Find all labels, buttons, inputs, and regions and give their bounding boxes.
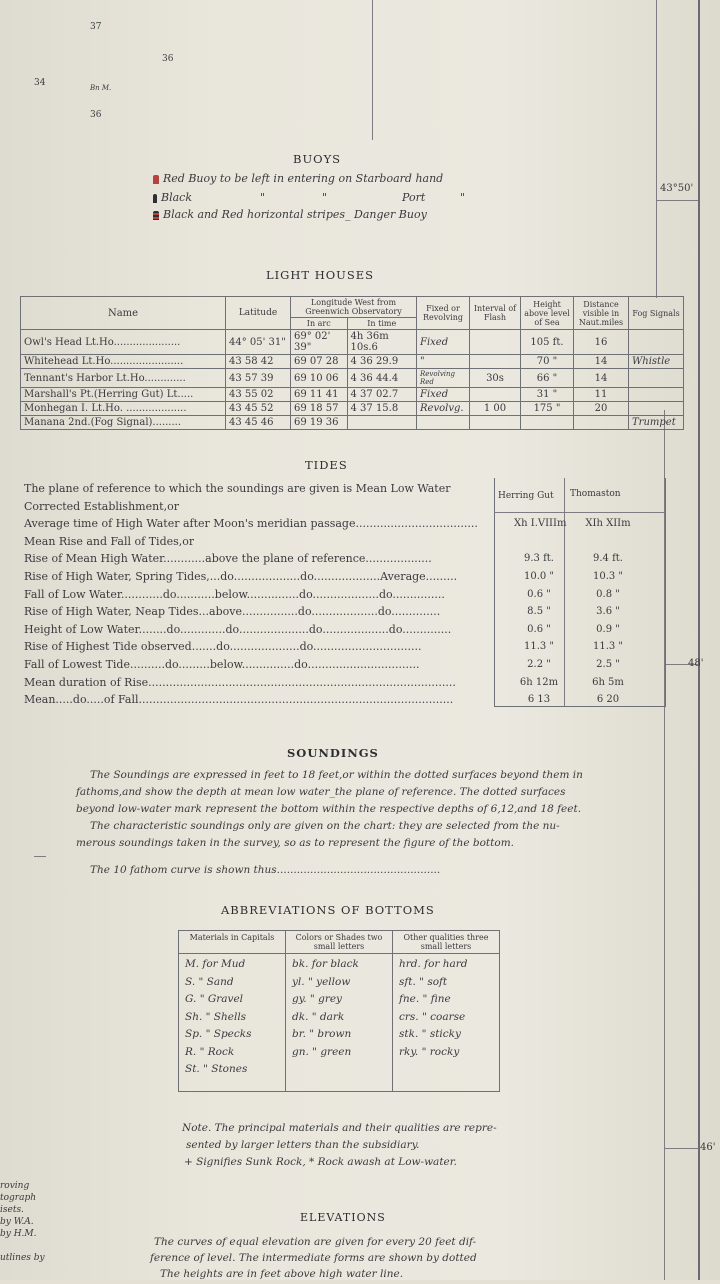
lighthouse-row bbox=[21, 388, 684, 402]
tides-value-thomaston: XIh XIIm bbox=[585, 518, 631, 530]
tides-label: Rise of High Water, Neap Tides...above................do...................do.............. bbox=[24, 605, 441, 619]
lighthouse-arc: 69 11 41 bbox=[291, 388, 348, 402]
margin-credit-line: by W.A. bbox=[0, 1217, 34, 1227]
tides-row bbox=[24, 533, 664, 551]
buoy-line: Red Buoy to be left in entering on Starboard hand bbox=[163, 172, 444, 185]
tides-label: Corrected Establishment,or bbox=[24, 499, 179, 513]
col-distance: Distance visible in Naut.miles bbox=[574, 297, 629, 330]
lighthouse-lat: 43 55 02 bbox=[226, 388, 291, 402]
lighthouse-time: 4 36 29.9 bbox=[347, 355, 417, 369]
margin-credit-line: utlines by bbox=[0, 1253, 45, 1263]
lighthouse-fixed: Fixed bbox=[417, 330, 470, 355]
col-interval: Interval of Flash bbox=[470, 297, 521, 330]
chart-boundary-line bbox=[372, 0, 373, 140]
latitude-label: 43°50' bbox=[660, 183, 694, 194]
margin-credit-line: roving bbox=[0, 1181, 30, 1191]
abbreviations-title: ABBREVIATIONS OF BOTTOMS bbox=[221, 903, 435, 917]
lighthouse-time: 4h 36m 10s.6 bbox=[347, 330, 417, 355]
ditto-mark: " bbox=[460, 191, 466, 204]
margin-credit-line bbox=[0, 1240, 45, 1252]
soundings-line: fathoms,and show the depth at mean low water_the plane of reference. The dotted surfaces bbox=[76, 786, 566, 798]
lighthouse-arc: 69 07 28 bbox=[291, 355, 348, 369]
tides-value-thomaston: 2.5 " bbox=[596, 658, 620, 670]
col-longitude: Longitude West from Greenwich Observatory bbox=[291, 297, 417, 318]
lighthouse-fixed: Revolving Red bbox=[417, 369, 470, 388]
tides-row bbox=[24, 498, 664, 516]
outer-border bbox=[698, 0, 700, 1280]
abbr-col-colors: Colors or Shades two small letters bbox=[286, 931, 393, 954]
tides-value-herring-gut: 0.6 " bbox=[527, 623, 551, 635]
tides-row bbox=[24, 638, 664, 656]
lighthouse-dist: 11 bbox=[574, 388, 629, 402]
soundings-title: SOUNDINGS bbox=[287, 746, 379, 760]
abbreviation-entry: G. " Gravel bbox=[185, 993, 244, 1005]
tides-value-thomaston: 3.6 " bbox=[596, 606, 620, 618]
abbreviation-entry: gn. " green bbox=[292, 1045, 352, 1058]
elevations-line: The curves of equal elevation are given for every 20 feet dif- bbox=[154, 1236, 477, 1248]
col-in-time: In time bbox=[347, 318, 417, 330]
lighthouse-dist bbox=[574, 416, 629, 430]
left-margin-credits bbox=[0, 1180, 45, 1264]
ditto-mark: " bbox=[322, 191, 328, 204]
lighthouse-row bbox=[21, 402, 684, 416]
abbreviations-table bbox=[178, 930, 500, 1092]
col-fog: Fog Signals bbox=[629, 297, 684, 330]
note-line: sented by larger letters than the subsidiary. bbox=[186, 1139, 420, 1151]
lighthouse-row bbox=[21, 369, 684, 388]
lighthouse-lat: 43 45 52 bbox=[226, 402, 291, 416]
tides-label: Mean Rise and Fall of Tides,or bbox=[24, 534, 195, 548]
lighthouse-arc: 69° 02' 39" bbox=[291, 330, 348, 355]
tides-row bbox=[24, 691, 664, 709]
abbr-qualities-cell bbox=[393, 954, 500, 1092]
lighthouse-interval bbox=[470, 355, 521, 369]
margin-credit-line: isets. bbox=[0, 1205, 24, 1215]
tides-value-herring-gut: 2.2 " bbox=[527, 658, 551, 670]
lighthouse-dist: 20 bbox=[574, 402, 629, 416]
col-latitude: Latitude bbox=[226, 297, 291, 330]
tides-label: The plane of reference to which the soundings are given is Mean Low Water bbox=[24, 482, 451, 495]
tides-value-herring-gut: 10.0 " bbox=[523, 570, 555, 582]
tides-value-thomaston: 0.8 " bbox=[596, 588, 620, 600]
tides-value-herring-gut: Xh I.VIIIm bbox=[514, 518, 567, 530]
latitude-tick bbox=[664, 1148, 698, 1149]
tides-row bbox=[24, 568, 664, 586]
lighthouse-lat: 44° 05' 31" bbox=[226, 330, 291, 355]
soundings-line: The 10 fathom curve is shown thus................................................. bbox=[90, 864, 441, 876]
buoy-port-label: Port bbox=[402, 191, 426, 204]
lighthouse-fog bbox=[629, 402, 684, 416]
lighthouse-fog: Whistle bbox=[629, 355, 684, 369]
lighthouse-height: 31 " bbox=[521, 388, 574, 402]
abbr-col-materials: Materials in Capitals bbox=[179, 931, 286, 954]
abbreviation-entry: hrd. for hard bbox=[399, 958, 468, 970]
tides-value-herring-gut: 6 13 bbox=[527, 694, 551, 706]
lighthouse-dist: 16 bbox=[574, 330, 629, 355]
sounding-number: 37 bbox=[90, 22, 102, 32]
tides-row bbox=[24, 586, 664, 604]
abbreviation-entry: S. " Sand bbox=[185, 975, 234, 988]
tides-label: Average time of High Water after Moon's meridian passage................................... bbox=[24, 517, 478, 531]
bottom-abbrev: Bn M. bbox=[90, 84, 112, 92]
col-in-arc: In arc bbox=[291, 318, 348, 330]
tides-value-herring-gut: 6h 12m bbox=[519, 676, 559, 688]
lighthouse-fixed: Fixed bbox=[417, 388, 470, 402]
abbreviation-entry: St. " Stones bbox=[185, 1063, 248, 1075]
tides-label: Rise of High Water, Spring Tides,...do...................do...................Average......... bbox=[24, 569, 458, 583]
abbreviation-entry: M. for Mud bbox=[185, 958, 246, 970]
tides-label: Rise of Highest Tide observed.......do....................do............................... bbox=[24, 640, 422, 654]
col-fixed: Fixed or Revolving bbox=[417, 297, 470, 330]
abbreviation-entry: yl. " yellow bbox=[292, 975, 351, 988]
tides-label: Rise of Mean High Water............above the plane of reference................... bbox=[24, 552, 432, 566]
lighthouse-fog bbox=[629, 330, 684, 355]
latitude-tick bbox=[656, 200, 698, 201]
note-line: Note. The principal materials and their qualities are repre- bbox=[182, 1122, 497, 1134]
lighthouse-height: 175 " bbox=[521, 402, 574, 416]
tides-value-herring-gut: 11.3 " bbox=[523, 641, 555, 653]
col-height: Height above level of Sea bbox=[521, 297, 574, 330]
tides-label: Fall of Low Water............do...........below...............do...................do............... bbox=[24, 587, 445, 601]
abbr-materials-cell bbox=[179, 954, 286, 1092]
tides-row bbox=[24, 515, 664, 533]
latitude-label: 46' bbox=[700, 1142, 716, 1153]
tides-col-herring-gut: Herring Gut bbox=[498, 491, 554, 501]
soundings-line: The Soundings are expressed in feet to 18 feet,or within the dotted surfaces beyond them in bbox=[90, 769, 583, 781]
lighthouse-fog bbox=[629, 388, 684, 402]
soundings-line: merous soundings taken in the survey, so as to represent the figure of the bottom. bbox=[76, 837, 514, 849]
tides-value-thomaston: 6 20 bbox=[596, 694, 620, 706]
tides-value-thomaston: 6h 5m bbox=[592, 676, 624, 688]
abbreviation-entry: bk. for black bbox=[292, 958, 359, 970]
lighthouse-time: 4 37 02.7 bbox=[347, 388, 417, 402]
tides-row bbox=[24, 621, 664, 639]
tides-row bbox=[24, 603, 664, 621]
lighthouse-interval bbox=[470, 416, 521, 430]
lighthouse-fixed bbox=[417, 416, 470, 430]
lighthouse-row bbox=[21, 355, 684, 369]
lighthouse-dist: 14 bbox=[574, 369, 629, 388]
lighthouse-arc: 69 19 36 bbox=[291, 416, 348, 430]
abbreviation-entry: rky. " rocky bbox=[399, 1045, 460, 1058]
soundings-line: The characteristic soundings only are given on the chart: they are selected from the nu- bbox=[90, 820, 560, 832]
danger-buoy-icon bbox=[153, 211, 159, 220]
abbreviation-entry: br. " brown bbox=[292, 1028, 352, 1040]
abbreviation-entry: gy. " grey bbox=[292, 993, 342, 1005]
tides-row bbox=[24, 550, 664, 568]
lighthouse-interval bbox=[470, 388, 521, 402]
lighthouse-row bbox=[21, 416, 684, 430]
abbreviation-entry: dk. " dark bbox=[292, 1010, 345, 1023]
lighthouse-interval bbox=[470, 330, 521, 355]
sounding-number: 36 bbox=[162, 54, 174, 64]
tides-value-thomaston: 10.3 " bbox=[592, 570, 624, 582]
tides-col-thomaston: Thomaston bbox=[570, 489, 621, 499]
lighthouse-name: Owl's Head Lt.Ho..................... bbox=[21, 330, 226, 355]
lighthouse-height: 70 " bbox=[521, 355, 574, 369]
tides-value-herring-gut: 9.3 ft. bbox=[524, 553, 554, 565]
margin-credit-line: by H.M. bbox=[0, 1229, 37, 1239]
lighthouse-time: 4 37 15.8 bbox=[347, 402, 417, 416]
latitude-label: 48' bbox=[688, 658, 704, 669]
black-buoy-icon bbox=[153, 194, 157, 203]
light-houses-title: LIGHT HOUSES bbox=[266, 268, 375, 282]
lighthouse-fog: Trumpet bbox=[629, 416, 684, 430]
abbreviation-entry: fne. " fine bbox=[399, 993, 451, 1005]
sounding-number: 36 bbox=[90, 110, 102, 120]
lighthouse-name: Manana 2nd.(Fog Signal)......... bbox=[21, 416, 226, 430]
buoy-legend-danger bbox=[153, 208, 427, 221]
lighthouse-time bbox=[347, 416, 417, 430]
abbreviation-entry: sft. " soft bbox=[399, 975, 448, 988]
abbr-col-qualities: Other qualities three small letters bbox=[393, 931, 500, 954]
tides-row bbox=[24, 480, 664, 498]
elevations-line: The heights are in feet above high water line. bbox=[160, 1268, 404, 1280]
tides-row bbox=[24, 656, 664, 674]
lighthouse-lat: 43 45 46 bbox=[226, 416, 291, 430]
abbr-colors-cell bbox=[286, 954, 393, 1092]
buoy-legend-black bbox=[153, 191, 192, 204]
lighthouse-height bbox=[521, 416, 574, 430]
sounding-number: 34 bbox=[34, 78, 46, 88]
tides-value-thomaston: 0.9 " bbox=[596, 623, 620, 635]
ditto-mark: " bbox=[260, 191, 266, 204]
lighthouse-lat: 43 57 39 bbox=[226, 369, 291, 388]
lighthouse-name: Marshall's Pt.(Herring Gut) Lt..... bbox=[21, 388, 226, 402]
buoy-line: Black and Red horizontal stripes_ Danger Buoy bbox=[163, 208, 427, 221]
elevations-title: ELEVATIONS bbox=[300, 1211, 386, 1224]
lighthouse-name: Whitehead Lt.Ho....................... bbox=[21, 355, 226, 369]
col-name: Name bbox=[21, 297, 226, 330]
lighthouse-fixed: Revolvg. bbox=[417, 402, 470, 416]
tides-value-thomaston: 9.4 ft. bbox=[593, 553, 623, 565]
tides-label: Fall of Lowest Tide..........do.........below...............do................................ bbox=[24, 657, 420, 671]
tides-value-thomaston: 11.3 " bbox=[592, 641, 624, 653]
lighthouse-fixed: " bbox=[417, 355, 470, 369]
lighthouse-height: 105 ft. bbox=[521, 330, 574, 355]
tides-value-herring-gut: 8.5 " bbox=[527, 606, 551, 618]
abbreviation-entry: crs. " coarse bbox=[399, 1010, 466, 1023]
lighthouse-arc: 69 10 06 bbox=[291, 369, 348, 388]
lighthouse-name: Tennant's Harbor Lt.Ho............. bbox=[21, 369, 226, 388]
tides-title: TIDES bbox=[305, 458, 348, 472]
lighthouse-time: 4 36 44.4 bbox=[347, 369, 417, 388]
tides-row bbox=[24, 674, 664, 692]
light-houses-table bbox=[20, 296, 684, 430]
soundings-line: beyond low-water mark represent the bottom within the respective depths of 6,12,and 18 feet. bbox=[76, 803, 582, 815]
tides-label: Mean.....do.....of Fall.......................................................................................... bbox=[24, 693, 454, 707]
note-line: + Signifies Sunk Rock, * Rock awash at Low-water. bbox=[184, 1156, 457, 1168]
buoys-title: BUOYS bbox=[293, 152, 342, 166]
buoy-legend-red bbox=[153, 172, 443, 185]
tides-label: Mean duration of Rise........................................................................................ bbox=[24, 675, 456, 689]
lighthouse-arc: 69 18 57 bbox=[291, 402, 348, 416]
lighthouse-dist: 14 bbox=[574, 355, 629, 369]
tides-value-herring-gut: 0.6 " bbox=[527, 588, 551, 600]
lighthouse-lat: 43 58 42 bbox=[226, 355, 291, 369]
red-buoy-icon bbox=[153, 175, 159, 184]
margin-mark bbox=[34, 856, 46, 857]
abbreviation-entry: Sh. " Shells bbox=[185, 1010, 247, 1023]
lighthouse-height: 66 " bbox=[521, 369, 574, 388]
neatline bbox=[656, 0, 657, 298]
tides-rows bbox=[24, 480, 664, 709]
lighthouse-fog bbox=[629, 369, 684, 388]
buoy-line: Black bbox=[161, 191, 192, 204]
lighthouse-name: Monhegan I. Lt.Ho. ................... bbox=[21, 402, 226, 416]
abbreviation-entry: Sp. " Specks bbox=[185, 1028, 252, 1040]
margin-credit-line: tograph bbox=[0, 1193, 37, 1203]
lighthouse-row bbox=[21, 330, 684, 355]
lighthouse-interval: 30s bbox=[470, 369, 521, 388]
abbreviation-entry: R. " Rock bbox=[185, 1045, 235, 1058]
elevations-line: ference of level. The intermediate forms are shown by dotted bbox=[150, 1252, 477, 1264]
tides-label: Height of Low Water........do.............do....................do...................do.............. bbox=[24, 622, 452, 636]
abbreviation-entry: stk. " sticky bbox=[399, 1028, 461, 1040]
lighthouse-interval: 1 00 bbox=[470, 402, 521, 416]
